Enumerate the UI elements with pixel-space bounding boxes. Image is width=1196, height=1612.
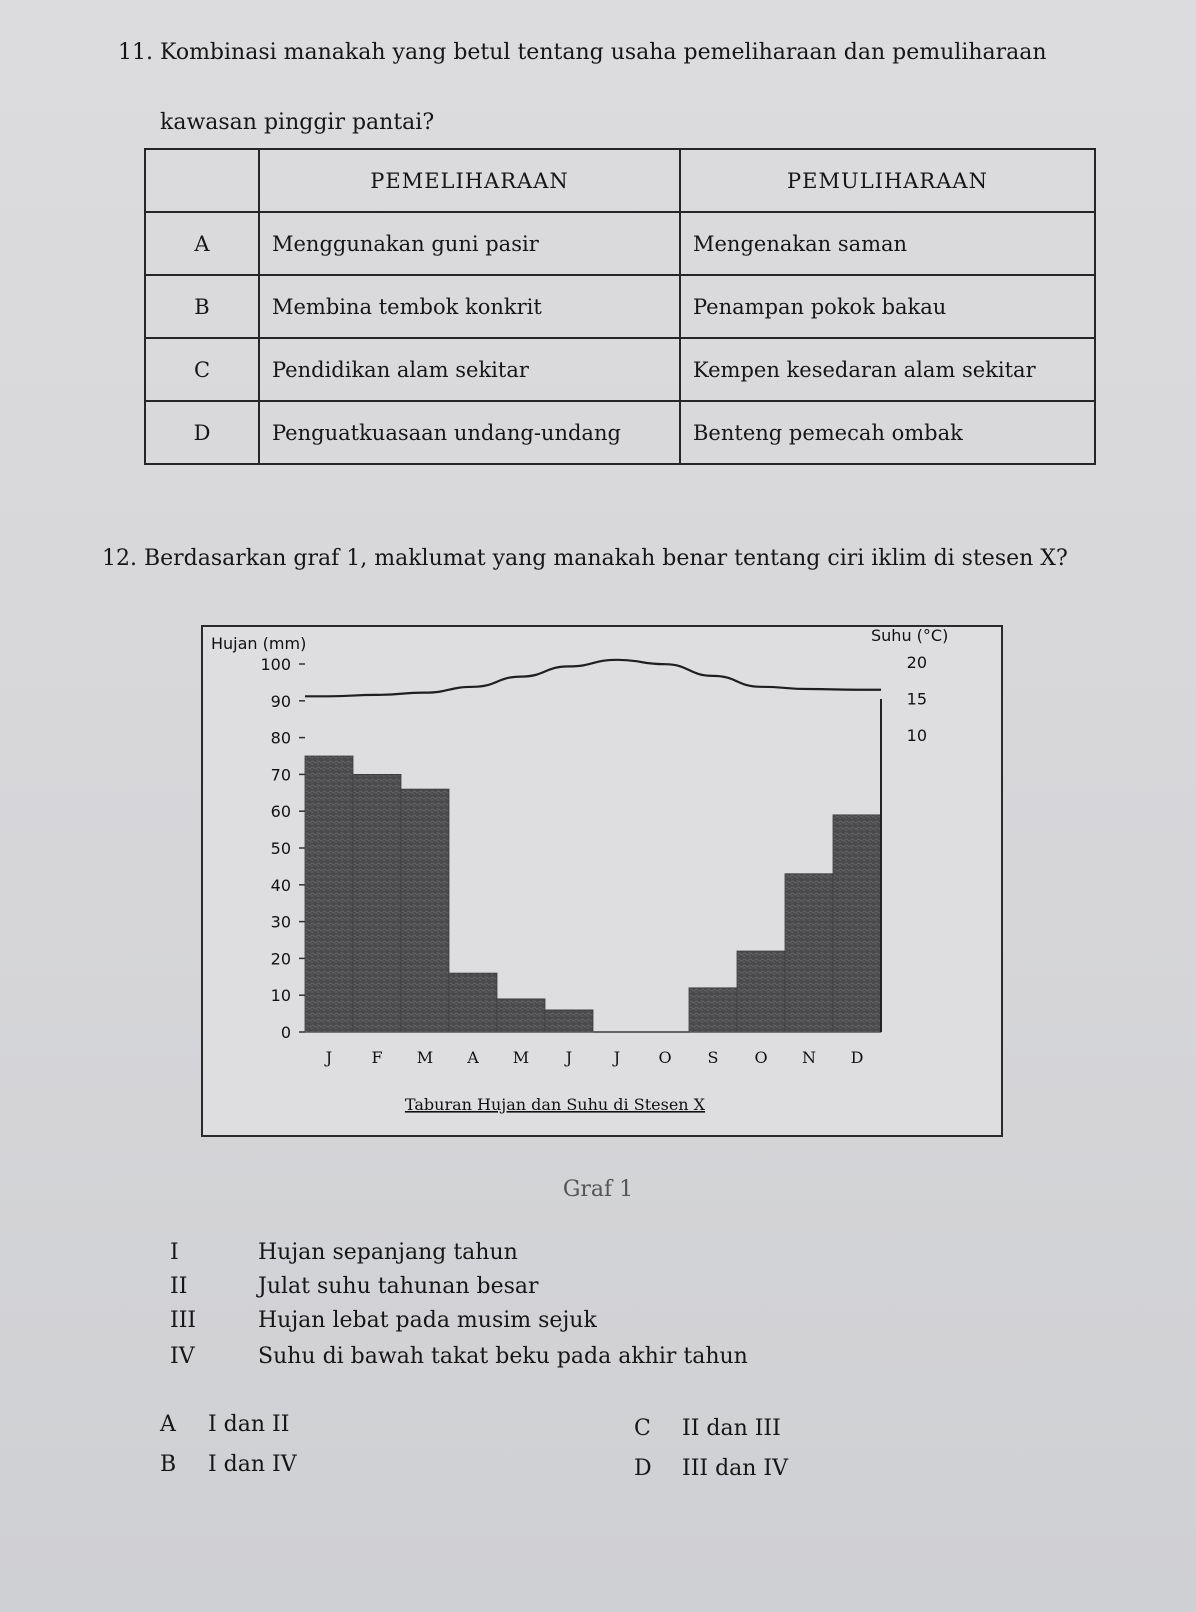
left-axis-tick-label: 100 bbox=[260, 655, 291, 674]
left-axis-tick-label: 70 bbox=[270, 765, 291, 785]
x-axis-month-label: A bbox=[467, 1048, 479, 1067]
table-row bbox=[145, 401, 1095, 464]
pemeliharaan-cell: Pendidikan alam sekitar bbox=[259, 338, 680, 401]
rainfall-bar bbox=[689, 988, 737, 1032]
pemuliharaan-cell: Kempen kesedaran alam sekitar bbox=[680, 338, 1095, 401]
right-axis-tick-label: 10 bbox=[906, 726, 927, 745]
x-axis-month-label: O bbox=[658, 1048, 672, 1067]
statement-number: I bbox=[170, 1240, 179, 1265]
x-axis-month-label: O bbox=[754, 1048, 768, 1067]
left-axis-tick-label: 30 bbox=[270, 912, 291, 932]
statement-text: Hujan lebat pada musim sejuk bbox=[258, 1308, 597, 1333]
left-axis-tick-label: 60 bbox=[270, 802, 291, 822]
right-axis-tick-label: 20 bbox=[906, 653, 927, 672]
y-axis-left-label: Hujan (mm) bbox=[211, 634, 307, 653]
x-axis-month-label: N bbox=[802, 1048, 816, 1067]
chart-title: Taburan Hujan dan Suhu di Stesen X bbox=[404, 1095, 706, 1114]
left-axis-tick-label: 40 bbox=[270, 875, 291, 895]
rainfall-bar bbox=[305, 756, 353, 1032]
pemuliharaan-cell: Mengenakan saman bbox=[680, 212, 1095, 275]
table-row bbox=[145, 275, 1095, 338]
climate-graph bbox=[203, 627, 1001, 1135]
pemeliharaan-cell: Menggunakan guni pasir bbox=[259, 212, 680, 275]
pemeliharaan-cell: Membina tembok konkrit bbox=[259, 275, 680, 338]
graph-caption: Graf 1 bbox=[562, 1177, 634, 1202]
statement-number: IV bbox=[170, 1344, 195, 1369]
table-row bbox=[145, 338, 1095, 401]
option-letter: D bbox=[145, 401, 259, 464]
x-axis-month-label: J bbox=[565, 1048, 573, 1067]
x-axis-month-label: J bbox=[613, 1048, 621, 1067]
rainfall-bar bbox=[497, 999, 545, 1032]
answer-letter: B bbox=[160, 1452, 177, 1477]
question-11-table bbox=[144, 148, 1096, 465]
statement-text: Suhu di bawah takat beku pada akhir tahun bbox=[258, 1344, 748, 1369]
answer-text: III dan IV bbox=[682, 1456, 789, 1481]
rainfall-bar bbox=[833, 815, 881, 1032]
question-11-text: 11. Kombinasi manakah yang betul tentang usaha pemeliharaan dan pemuliharaan bbox=[118, 40, 1047, 65]
left-axis-tick-label: 20 bbox=[270, 949, 291, 969]
x-axis-month-label: F bbox=[371, 1048, 383, 1067]
left-axis-tick-label: 90 bbox=[270, 691, 291, 711]
x-axis-month-label: J bbox=[325, 1048, 333, 1067]
left-axis-tick-label: 10 bbox=[270, 986, 291, 1006]
statement-number: II bbox=[170, 1274, 188, 1299]
rainfall-bar bbox=[545, 1010, 593, 1032]
pemuliharaan-cell: Penampan pokok bakau bbox=[680, 275, 1095, 338]
statement-number: III bbox=[170, 1308, 197, 1333]
rainfall-bar bbox=[737, 951, 785, 1032]
answer-option-a[interactable] bbox=[160, 1412, 289, 1437]
left-axis-tick-label: 80 bbox=[270, 728, 291, 748]
answer-text: I dan II bbox=[208, 1412, 290, 1437]
x-axis-month-label: M bbox=[416, 1048, 434, 1067]
table-header-pemeliharaan: PEMELIHARAAN bbox=[259, 149, 680, 212]
left-axis-tick-label: 50 bbox=[270, 839, 291, 858]
pemuliharaan-cell: Benteng pemecah ombak bbox=[680, 401, 1095, 464]
statement-text: Hujan sepanjang tahun bbox=[258, 1240, 518, 1265]
table-row bbox=[145, 212, 1095, 275]
answer-option-c[interactable] bbox=[634, 1416, 781, 1441]
answer-letter: C bbox=[634, 1416, 651, 1441]
rainfall-bar bbox=[401, 789, 449, 1032]
rainfall-bar bbox=[785, 874, 833, 1032]
y-axis-right-label: Suhu (°C) bbox=[871, 627, 949, 645]
temperature-line bbox=[305, 660, 881, 697]
rainfall-bar bbox=[353, 774, 401, 1032]
option-letter: A bbox=[145, 212, 259, 275]
statement-text: Julat suhu tahunan besar bbox=[258, 1274, 539, 1299]
answer-letter: A bbox=[160, 1412, 176, 1437]
option-letter: B bbox=[145, 275, 259, 338]
x-axis-month-label: D bbox=[850, 1048, 864, 1067]
right-axis-tick-label: 15 bbox=[906, 689, 927, 709]
rainfall-bar bbox=[449, 973, 497, 1032]
x-axis-month-label: M bbox=[512, 1048, 530, 1067]
table-header-row bbox=[145, 149, 1095, 212]
answer-text: I dan IV bbox=[208, 1452, 297, 1477]
climate-graph-frame bbox=[201, 625, 1003, 1137]
pemeliharaan-cell: Penguatkuasaan undang-undang bbox=[259, 401, 680, 464]
question-11-text-continued: kawasan pinggir pantai? bbox=[160, 110, 435, 135]
table-header-blank bbox=[145, 149, 259, 212]
table-header-pemuliharaan: PEMULIHARAAN bbox=[680, 149, 1095, 212]
answer-text: II dan III bbox=[682, 1416, 781, 1441]
answer-option-b[interactable] bbox=[160, 1452, 297, 1477]
left-axis-tick-label: 0 bbox=[280, 1023, 291, 1042]
x-axis-month-label: S bbox=[707, 1048, 719, 1067]
question-12-text: 12. Berdasarkan graf 1, maklumat yang manakah benar tentang ciri iklim di stesen X? bbox=[102, 546, 1068, 571]
answer-letter: D bbox=[634, 1456, 652, 1481]
option-letter: C bbox=[145, 338, 259, 401]
answer-option-d[interactable] bbox=[634, 1456, 788, 1481]
